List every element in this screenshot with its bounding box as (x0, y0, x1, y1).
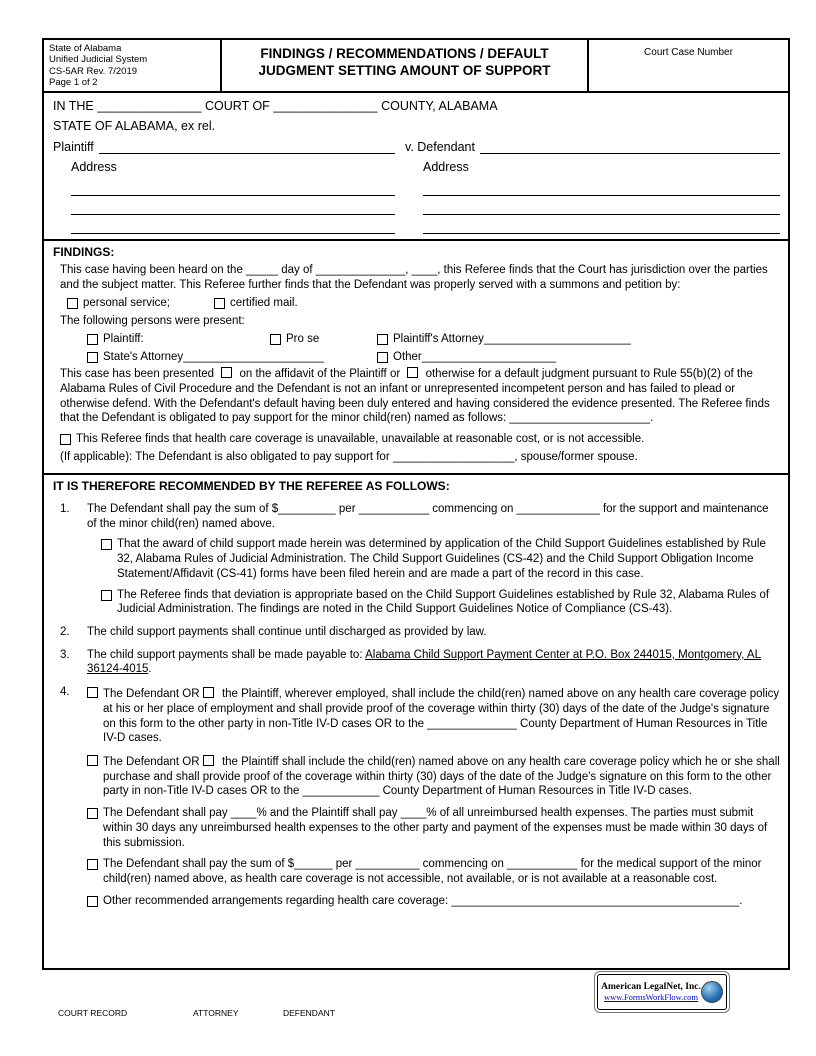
globe-icon (701, 981, 723, 1003)
in-the-label: IN THE (53, 98, 94, 113)
checkbox-plaintiff-purchase-coverage[interactable] (203, 755, 214, 766)
healthcare-unavailable-text: This Referee finds that health care coverage is unavailable, unavailable at reasonable cost, or is not accessible. (76, 433, 645, 446)
court-case-number-cell[interactable] (589, 40, 788, 91)
checkbox-plaintiffs-attorney[interactable] (377, 334, 388, 345)
recommendation-item-2 (60, 625, 780, 640)
copy-court-record-label: COURT RECORD (58, 1008, 128, 1018)
jurisdiction-paragraph: This case having been heard on the _____ day of ______________, ____, this Referee finds that the Court has jurisdiction over the parties and the subject matter. This Referee further finds that the Defendant was properly served with a summons and petition by: (60, 263, 768, 291)
formsworkflow-link[interactable]: www.FormsWorkFlow.com (603, 991, 699, 1002)
checkbox-otherwise-default[interactable] (407, 367, 418, 378)
item-3-body (87, 648, 780, 677)
findings-section (44, 241, 788, 475)
purchased-coverage-row (87, 753, 780, 799)
defendant-address-line-2[interactable] (423, 196, 780, 215)
deviation-row (101, 588, 780, 617)
defendant-address-label: Address (423, 160, 469, 175)
medical-support-text: The Defendant shall pay the sum of $______ per __________ commencing on ___________ for the medical support of the minor child(ren) named above, as health care coverage is not accessible, not available, or is not available at a reasonable cost. (103, 858, 762, 885)
service-method-row (67, 296, 780, 311)
default-judgment-text-3: otherwise for a default judgment pursuant to Rule 55(b)(2) of the Alabama Rules of Civil Procedure and the Defendant is not an infant or unrepresented incompetent person and has failed to plead or otherwise defend. With the Defendant's default having been duly entered and having considered the evidence presented. The Referee finds that the Defendant is obligated to pay support for the minor child(ren) named as follows: ______________________. (60, 368, 770, 425)
parties-block (53, 139, 780, 234)
recommendations-heading: IT IS THEREFORE RECOMMENDED BY THE REFEREE AS FOLLOWS: (53, 478, 450, 493)
checkbox-deviation[interactable] (101, 590, 112, 601)
checkbox-states-attorney[interactable] (87, 352, 98, 363)
personal-service-label: personal service; (83, 297, 170, 310)
checkbox-other-present[interactable] (377, 352, 388, 363)
item-2-number: 2. (60, 625, 70, 638)
purchased-coverage-text (103, 753, 780, 799)
county-alabama-label: COUNTY, ALABAMA (381, 98, 498, 113)
payable-to-text: The child support payments shall be made payable to: (87, 648, 366, 661)
other-present-label: Other (393, 350, 422, 363)
state-name: State of Alabama (49, 43, 122, 54)
court-line (53, 98, 780, 116)
pro-se-label: Pro se (286, 332, 320, 345)
purchased-coverage-text-1: The Defendant OR (103, 755, 200, 768)
state-ex-rel-line: STATE OF ALABAMA, ex rel. (53, 119, 216, 134)
checkbox-plaintiff-employer-coverage[interactable] (203, 687, 214, 698)
if-applicable-line: (If applicable): The Defendant is also obligated to pay support for ___________________, spouse/former spouse. (60, 450, 638, 463)
pro-se-cell (270, 332, 377, 347)
form-title-line-1: FINDINGS / RECOMMENDATIONS / DEFAULT (260, 46, 549, 61)
default-judgment-text-2: on the affidavit of the Plaintiff or (239, 368, 401, 381)
item-4-body (87, 685, 780, 908)
checkbox-pro-se[interactable] (270, 334, 281, 345)
employer-coverage-text (103, 685, 780, 746)
checkbox-plaintiff-present[interactable] (87, 334, 98, 345)
plaintiffs-attorney-name-blank[interactable]: _______________________ (483, 332, 631, 345)
american-legalnet-text (601, 982, 701, 1003)
checkbox-on-affidavit[interactable] (221, 367, 232, 378)
checkbox-other-arrangements[interactable] (87, 896, 98, 907)
plaintiff-address-line-3[interactable] (71, 215, 395, 234)
american-legalnet-company: American LegalNet, Inc. (601, 981, 701, 992)
plaintiff-present-label: Plaintiff: (103, 332, 144, 345)
defendant-name-row (405, 139, 780, 157)
page-number: Page 1 of 2 (49, 77, 98, 89)
checkbox-medical-support[interactable] (87, 859, 98, 870)
deviation-text: The Referee finds that deviation is appropriate based on the Child Support Guidelines established by Rule 32, Alabama Rules of Judicial Administration. The findings are noted in the Child Support Guidelines Notice of Compliance (CS-43). (117, 588, 770, 616)
item-3-number: 3. (60, 648, 70, 661)
findings-heading: FINDINGS: (53, 244, 115, 259)
plaintiff-name-row (53, 139, 395, 157)
plaintiff-name-line[interactable] (99, 139, 395, 155)
checkbox-defendant-employer-coverage[interactable] (87, 687, 98, 698)
plaintiff-column (53, 139, 395, 234)
checkbox-guidelines-applied[interactable] (101, 539, 112, 550)
states-attorney-cell (87, 350, 377, 365)
copy-attorney-label: ATTORNEY (193, 1008, 239, 1018)
certified-mail-label: certified mail. (229, 297, 298, 310)
other-present-cell (377, 350, 556, 365)
other-arrangements-text: Other recommended arrangements regarding health care coverage: _____________________________________________. (103, 894, 743, 907)
defendant-column (405, 139, 780, 234)
checkbox-defendant-purchase-coverage[interactable] (87, 755, 98, 766)
persons-present-row-2 (87, 350, 780, 365)
v-defendant-label: v. Defendant (405, 139, 475, 154)
states-attorney-name-blank[interactable]: ______________________ (183, 350, 324, 363)
recommendation-item-1 (60, 502, 780, 617)
court-name-blank[interactable]: _______________ (97, 98, 202, 113)
defendant-name-line[interactable] (480, 139, 780, 155)
case-caption (44, 93, 788, 241)
court-form (42, 38, 790, 970)
court-case-number-label: Court Case Number (644, 47, 733, 58)
checkbox-personal-service[interactable] (67, 298, 78, 309)
payment-center-address: Alabama Child Support Payment Center at P.O. Box 244015, Montgomery, AL 36124-4015 (87, 648, 762, 676)
medical-support-row (87, 857, 780, 886)
guidelines-applied-row (101, 537, 780, 581)
guidelines-applied-text: That the award of child support made herein was determined by application of the Child Support Guidelines established by Rule 32, Alabama Rules of Judicial Administration. The Child Support Guidelines (CS-42) and the Child Support Obligation Income Statement/Affidavit (CS-41) forms have been filed herein and are made a part of the record in this case. (117, 538, 766, 580)
persons-present-intro: The following persons were present: (60, 315, 245, 328)
form-number: CS-5AR Rev. 7/2019 (49, 65, 138, 77)
form-header (44, 40, 788, 93)
plaintiffs-attorney-label: Plaintiff's Attorney (393, 332, 484, 345)
american-legalnet-logo (597, 974, 727, 1010)
healthcare-unavailable-row (60, 432, 780, 447)
other-present-blank[interactable]: _____________________ (421, 350, 557, 363)
defendant-address-line-1[interactable] (423, 177, 780, 196)
plaintiffs-attorney-cell (377, 332, 631, 347)
plaintiff-present-cell (87, 332, 270, 347)
checkbox-healthcare-unavailable[interactable] (60, 434, 71, 445)
item-1-number: 1. (60, 502, 70, 515)
item-4-number: 4. (60, 686, 70, 699)
purchased-coverage-text-2: the Plaintiff shall include the child(ren) named above on any health care coverage policy which he or she shall purchase and shall provide proof of the coverage within thirty (30) days of the date of the Judge's signature on this form to the other party in non-Title IV-D cases OR to the ____________ County Department of Human Resources in Title IV-D cases. (103, 755, 780, 798)
checkbox-unreimbursed-split[interactable] (87, 808, 98, 819)
defendant-address-line-3[interactable] (423, 215, 780, 234)
recommendation-item-4 (60, 685, 780, 908)
employer-coverage-row (87, 685, 780, 746)
item-1-body (87, 502, 780, 617)
unreimbursed-expenses-row (87, 806, 780, 850)
persons-present-row-1 (87, 332, 780, 347)
plaintiff-address-label: Address (71, 160, 117, 175)
copy-defendant-label: DEFENDANT (283, 1008, 335, 1018)
item-2-text: The child support payments shall continue until discharged as provided by law. (87, 625, 487, 638)
form-title (222, 40, 589, 91)
plaintiff-label: Plaintiff (53, 139, 94, 154)
states-attorney-label: State's Attorney (103, 350, 184, 363)
court-of-label: COURT OF (205, 98, 270, 113)
employer-coverage-text-2: the Plaintiff, wherever employed, shall include the child(ren) named above on any health care coverage policy at his or her place of employment and shall provide proof of the coverage within thirty (30) days of the date of the Judge's signature on this form to the other party in non-Title IV-D cases OR to the ______________ County Department of Human Resources in Title IV-D cases. (103, 688, 780, 745)
item-3-period: . (148, 663, 152, 676)
default-judgment-paragraph (60, 367, 780, 426)
form-title-line-2: JUDGMENT SETTING AMOUNT OF SUPPORT (258, 62, 551, 78)
recommendations-section (44, 475, 788, 969)
recommendation-item-3 (60, 648, 780, 677)
unreimbursed-expenses-text: The Defendant shall pay ____% and the Plaintiff shall pay ____% of all unreimbursed health expenses. The parties must submit within 30 days any unreimbursed health expenses to the other party and payment of the expenses must be made within 30 days of this submission. (103, 807, 768, 849)
employer-coverage-text-1: The Defendant OR (103, 688, 200, 701)
plaintiff-address-line-2[interactable] (71, 196, 395, 215)
plaintiff-address-line-1[interactable] (71, 177, 395, 196)
form-identification-block (44, 40, 222, 91)
checkbox-certified-mail[interactable] (214, 298, 225, 309)
agency-name: Unified Judicial System (49, 54, 148, 66)
county-name-blank[interactable]: _______________ (273, 98, 378, 113)
item-1-text: The Defendant shall pay the sum of $_________ per ___________ commencing on _____________ for the support and maintenance of the minor child(ren) named above. (87, 502, 769, 530)
default-judgment-text-1: This case has been presented (60, 368, 215, 381)
other-arrangements-row (87, 894, 780, 909)
